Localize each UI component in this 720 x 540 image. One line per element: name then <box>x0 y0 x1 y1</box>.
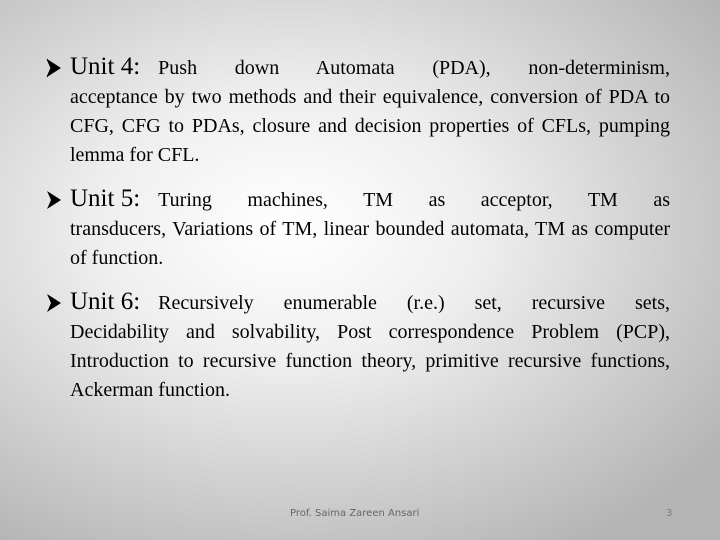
slide-content <box>46 52 670 419</box>
unit-5-first-text: Turing machines, TM as acceptor, TM as <box>158 189 670 211</box>
unit-5-heading: Unit 5: <box>70 185 141 212</box>
unit-5-item <box>46 184 670 273</box>
unit-6-description: Decidability and solvability, Post correspondence Problem (PCP), Introduction to recursive function theory, primitive recursive functions, Ackerman function. <box>70 321 670 401</box>
unit-6-first-text: Recursively enumerable (r.e.) set, recursive sets, <box>158 292 670 314</box>
unit-4-heading: Unit 4: <box>70 53 141 80</box>
unit-4-first-line <box>70 52 670 83</box>
footer-author: Prof. Saima Zareen Ansari <box>290 508 420 519</box>
unit-4-first-text: Push down Automata (PDA), non-determinism, <box>158 57 670 79</box>
arrow-bullet-icon <box>46 58 62 78</box>
unit-4-description: acceptance by two methods and their equivalence, conversion of PDA to CFG, CFG to PDAs, closure and decision properties of CFLs, pumping lemma for CFL. <box>70 86 670 166</box>
unit-6-first-line <box>70 287 670 318</box>
unit-6-heading: Unit 6: <box>70 288 141 315</box>
page-number: 3 <box>666 508 673 519</box>
unit-5-first-line <box>70 184 670 215</box>
unit-5-description: transducers, Variations of TM, linear bounded automata, TM as computer of function. <box>70 218 670 269</box>
arrow-bullet-icon <box>46 293 62 313</box>
unit-4-item <box>46 52 670 170</box>
arrow-bullet-icon <box>46 190 62 210</box>
unit-6-item <box>46 287 670 405</box>
